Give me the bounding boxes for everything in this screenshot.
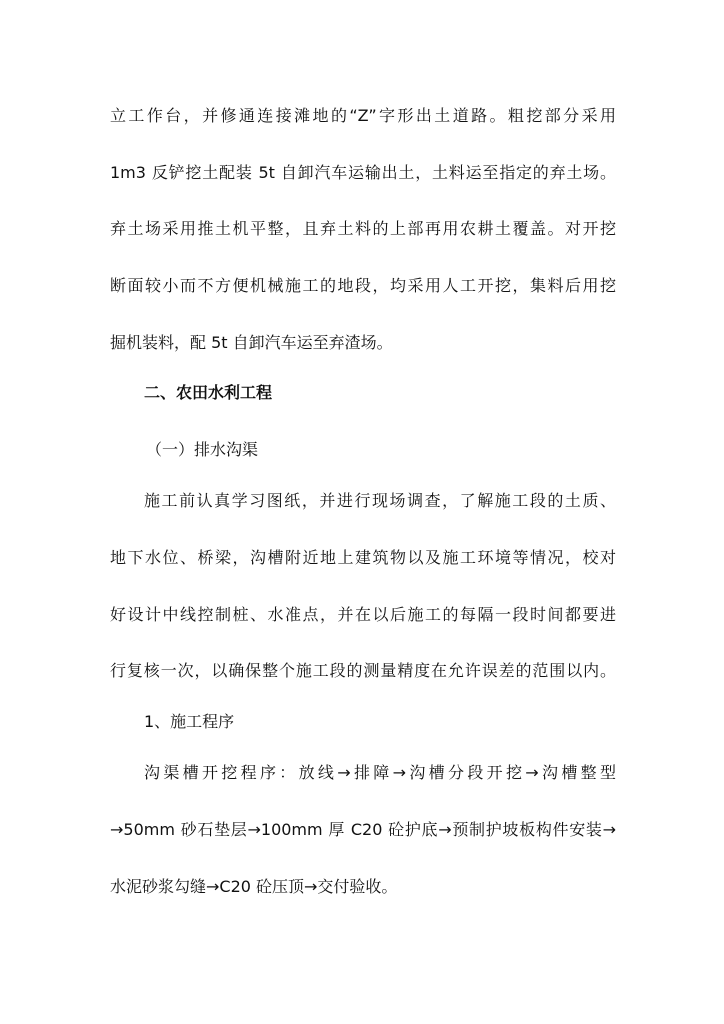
paragraph-line: →50mm 砂石垫层→100mm 厚 C20 砼护底→预制护坡板构件安装→ bbox=[110, 820, 616, 839]
paragraph-line: 水泥砂浆勾缝→C20 砼压顶→交付验收。 bbox=[110, 877, 398, 896]
paragraph-line: 弃土场采用推土机平整，且弃土料的上部再用农耕土覆盖。对开挖 bbox=[110, 219, 616, 238]
section-heading: 二、农田水利工程 bbox=[144, 383, 273, 402]
paragraph-line: 1m3 反铲挖土配装 5t 自卸汽车运输出土，土料运至指定的弃土场。 bbox=[110, 163, 616, 182]
subsection-heading: （一）排水沟渠 bbox=[146, 440, 259, 459]
paragraph-line: 立工作台，并修通连接滩地的“Z”字形出土道路。粗挖部分采用 bbox=[110, 106, 616, 125]
subsection-heading: 1、施工程序 bbox=[144, 712, 235, 731]
paragraph-line: 好设计中线控制桩、水准点，并在以后施工的每隔一段时间都要进 bbox=[110, 605, 616, 624]
paragraph-line: 断面较小而不方便机械施工的地段，均采用人工开挖，集料后用挖 bbox=[110, 276, 616, 295]
paragraph-line: 行复核一次，以确保整个施工段的测量精度在允许误差的范围以内。 bbox=[110, 661, 616, 680]
paragraph-line: 掘机装料，配 5t 自卸汽车运至弃渣场。 bbox=[110, 333, 393, 352]
paragraph-line: 沟渠槽开挖程序：放线→排障→沟槽分段开挖→沟槽整型 bbox=[144, 763, 616, 782]
paragraph-line: 施工前认真学习图纸，并进行现场调查，了解施工段的土质、 bbox=[144, 491, 616, 510]
paragraph-line: 地下水位、桥梁，沟槽附近地上建筑物以及施工环境等情况，校对 bbox=[110, 548, 616, 567]
